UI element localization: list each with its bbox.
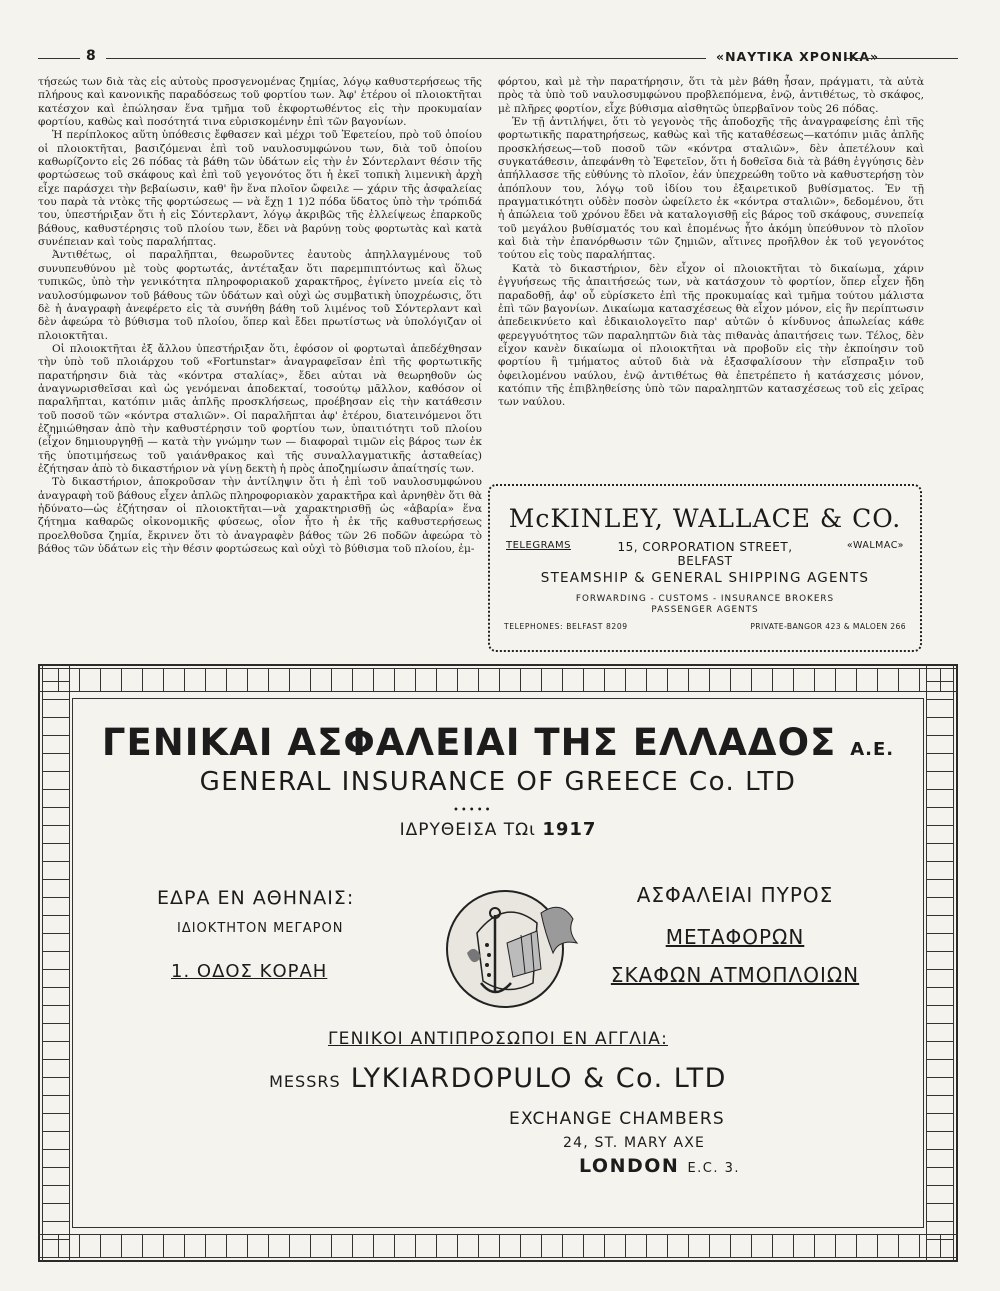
company-name: McKINLEY, WALLACE & CO. <box>508 504 902 533</box>
founded-line <box>73 819 923 840</box>
company-title-english: GENERAL INSURANCE OF GREECE Co. LTD <box>199 767 797 797</box>
agent-city <box>579 1155 740 1177</box>
ornament-dots: ••••• <box>453 805 493 816</box>
paragraph: τήσεώς των διὰ τὰς εἰς αὐτοὺς προσγενομένας ζημίας, λόγῳ καθυστερήσεως τῆς πλήρους καὶ κανονικῆς παραδόσεως τοῦ φορτίου των. Ἀφ' ἑτέρου οἱ πλοιοκτῆται κατέσχον καὶ ἐπώλησαν ἕνα τμῆμα τοῦ ἐκφορτωθέντος εἰς τὴν προκυμαίαν φορτίου, καθὼς καὶ ποσότητά τινα εὑρισκομένην ἐπὶ τῶν βαγονίων. <box>38 76 482 129</box>
paragraph: Ἐν τῇ ἀντιλήψει, ὅτι τὸ γεγονὸς τῆς ἀποδοχῆς τῆς ἀναγραφείσης ἐπὶ τῆς φορτωτικῆς παρατηρήσεως, καθὼς καὶ τῆς καταθέσεως—κατόπιν μιᾶς ἁπλῆς προσκλήσεως—τοῦ ποσοῦ τῶν «κόντρα σταλιῶν», δὲν ἀπετέλουν καὶ συγκατάθεσιν, ἀπεφάνθη τὸ Ἐφετεῖον, ὅτι ἡ δοθεῖσα διὰ τὰ βάθη ἐγγύησις δὲν ἀπήλλασσε τῆς εὐθύνης τὸ πλοῖον, ἐάν ὑπεχρεώθη τοῦτο νὰ καθυστερήσῃ τὸν ἀπόπλουν του, λόγῳ τοῦ ἰδίου του ἐξαιρετικοῦ βυθίσματος. Ἐν τῇ πραγματικότητι οὐδὲν ποσὸν ὠφείλετο ἐκ «κόντρα σταλιῶν», δεδομένου, ὅτι ἡ ἀπώλεια τοῦ χρόνου ἔδει νὰ καταλογισθῇ εἰς βάρος τοῦ σκάφους, συνεπείᾳ τοῦ μεγάλου βυθίσματός του καὶ ἑπομένως ἦτο ἀκόμη ὑπεύθυνον τὸ πλοῖον καὶ διὰ τὴν ἐπανόρθωσιν τῶν ζημιῶν, αἵτινες προῆλθον ἐκ τοῦ γεγονότος τούτου εἰς τοὺς παραλήπτας. <box>498 116 924 262</box>
paragraph: Ἡ περίπλοκος αὕτη ὑπόθεσις ἔφθασεν καὶ μέχρι τοῦ Ἐφετείου, πρὸ τοῦ ὁποίου οἱ πλοιοκτῆται, βασιζόμεναι ἐπὶ τοῦ ναυλοσυμφώνου των, διὰ τοῦ ὁποίου καθωρίζοντο εἰς 26 πόδας τὰ βάθη τῶν ὑδάτων εἰς τὴν ἐν Σόντερλαντ θέσιν τῆς φορτώσεως τοῦ σκάφους καὶ ἐπὶ τοῦ γεγονότος ὅτι ἡ ἐκεῖ τοπικὴ λιμενικὴ ἀρχὴ εἶχε παράσχει τὴν βεβαίωσιν, καθ' ἣν ἕνα πλοῖον ὤφειλε — χάριν τῆς ἀσφαλείας του παρὰ τὰ ντὸκς τῆς φορτώσεως — νὰ ἔχῃ 1 1)2 πόδα ὕδατος ὑπὸ τὴν τρόπιδά του, ὑπεστήριξαν ὅτι ἡ εἰς Σόντερλαντ, λόγῳ ἀκριβῶς τῆς ἐλλείψεως ἐπαρκοῦς βάθους, καθυστέρησις τοῦ πλοίου των, ἔδει νὰ βαρύνῃ τοὺς φορτωτὰς καὶ κατὰ συνέπειαν καὶ τοὺς παραλήπτας. <box>38 129 482 249</box>
title-greek: ΓΕΝΙΚΑΙ ΑΣΦΑΛΕΙΑΙ ΤΗΣ ΕΛΛΑΔΟΣ <box>101 721 837 764</box>
paragraph: Τὸ δικαστήριον, ἀποκροῦσαν τὴν ἀντίληψιν ὅτι ἡ ἐπὶ τοῦ ναυλοσυμφώνου ἀναγραφὴ τοῦ βάθους εἶχεν ἁπλῶς πληροφοριακὸν χαρακτῆρα καὶ ἀρνηθὲν ὅτι θὰ ἠδύνατο—ὡς ἐζήτησαν οἱ πλοιοκτῆται—νὰ χαρακτηρισθῇ ὡς «ἀβαρία» ἕνα ζήτημα καθαρῶς οἰκονομικῆς φύσεως, οἷον ἦτο ἡ ἐκ τῆς καθυστερήσεως προελθοῦσα ζημία, ἔκρινεν ὅτι τὸ ἀναγραφὲν βάθος τῶν 26 ποδῶν ἀφεώρα τὸ βάθος τῶν ὑδάτων εἰς τὴν θέσιν φορτώσεως καὶ οὐχὶ τὸ βύθισμα τοῦ πλοίου, ἐμ- <box>38 476 482 556</box>
company-address: 15, CORPORATION STREET, BELFAST <box>617 540 793 568</box>
article-left-column <box>38 76 482 556</box>
header-rule <box>106 58 706 59</box>
header-rule <box>38 58 80 59</box>
founded-year: 1917 <box>542 819 597 840</box>
paragraph: Ἀντιθέτως, οἱ παραλῆπται, θεωροῦντες ἑαυτοὺς ἀπηλλαγμένους τοῦ συνυπευθύνου μὲ τοὺς φορτωτάς, ἀντέταξαν ὅτι παρεμπιπτόντως καὶ ὅλως τυπικῶς, ὑπὸ τὴν γενικότητα πληροφοριακοῦ χαρακτῆρος, ἐγίνετο μνεία εἰς τὸ ναυλοσύμφωνον τοῦ βάθους τῶν ὑδάτων καὶ οὐχὶ ὡς συμβατικὴ ὑποχρέωσις, ὅτι δὲ ἡ ἀναγραφὴ ἀνεφέρετο εἰς τὰ συνήθη βάθη τοῦ λιμένος τοῦ Σόντερλαντ καὶ δὲν ἀφεώρα τὸ βύθισμα τοῦ πλοίου, ὅπερ καὶ ἔδει πρωτίστως νὰ ὑπολόγιζαν οἱ πλοιοκτῆται. <box>38 249 482 342</box>
business-line: STEAMSHIP & GENERAL SHIPPING AGENTS <box>540 570 870 586</box>
seat-address: 1. ΟΔΟΣ ΚΟΡΑΗ <box>171 961 328 982</box>
own-building: ΙΔΙΟΚΤΗΤΟΝ ΜΕΓΑΡΟΝ <box>177 921 344 936</box>
article-right-column <box>498 76 924 410</box>
private-phones: PRIVATE-BANGOR 423 & MALOEN 266 <box>750 622 906 631</box>
border-rail-left <box>42 664 70 1262</box>
telephones: TELEPHONES: BELFAST 8209 <box>504 622 628 631</box>
border-band-bottom <box>38 1234 958 1258</box>
border-rail-right <box>926 664 954 1262</box>
company-emblem-icon <box>437 873 585 1021</box>
insurance-fire: ΑΣΦΑΛΕΙΑΙ ΠΥΡΟΣ <box>636 883 834 907</box>
agent-building: EXCHANGE CHAMBERS <box>509 1109 725 1129</box>
paragraph: φόρτου, καὶ μὲ τὴν παρατήρησιν, ὅτι τὰ μὲν βάθη ἦσαν, πράγματι, τὰ αὐτὰ πρὸς τὰ ὑπὸ τοῦ ναυλοσυμφώνου προβλεπόμενα, ἐνῷ, ἀντιθέτως, τὸ σκάφος, μὲ πλῆρες φορτίον, εἶχε βύθισμα αἰσθητῶς ὑπερβαῖνον τοὺς 26 πόδας. <box>498 76 924 115</box>
postcode: E.C. 3. <box>687 1161 741 1176</box>
insurance-advertisement <box>38 664 958 1262</box>
seat-heading: ΕΔΡΑ ΕΝ ΑΘΗΝΑΙΣ: <box>157 887 355 909</box>
messrs-label: MESSRS <box>269 1072 341 1091</box>
running-header <box>38 48 958 68</box>
insurance-transport: ΜΕΤΑΦΟΡΩΝ <box>665 925 805 949</box>
agent-name: LYKIARDOPULO & Co. LTD <box>350 1063 727 1094</box>
ad-panel <box>72 698 924 1228</box>
agent-line <box>73 1063 923 1094</box>
insurance-hulls: ΣΚΑΦΩΝ ΑΤΜΟΠΛΟΙΩΝ <box>610 963 860 987</box>
border-band-top <box>38 668 958 692</box>
page-number: 8 <box>86 48 96 64</box>
paragraph: Οἱ πλοιοκτῆται ἐξ ἄλλου ὑπεστήριξαν ὅτι, ἐφόσον οἱ φορτωταὶ ἀπεδέχθησαν τὴν ὑπὸ τοῦ πλοιάρχου τοῦ «Fortunstar» ἀναγραφεῖσαν ἐπὶ τῆς φορτωτικῆς παρατήρησιν διὰ τὰς «κόντρα σταλίας», ἔδει αὐται νὰ θεωρηθοῦν ὡς ἀναγνωρισθεῖσαι καὶ ὡς γενόμεναι ἀποδεκταί, τοσούτῳ μᾶλλον, καθόσον οἱ παραλῆπται, κατόπιν μιᾶς ἁπλῆς προσκλήσεως, προέβησαν εἰς τὴν κατάθεσιν τοῦ ποσοῦ τῶν «κόντρα σταλιῶν». Οἱ παραλῆπται ἀφ' ἑτέρου, διατεινόμενοι ὅτι ἐζημιώθησαν ἀπὸ τὴν καθυστέρησιν τοῦ φορτίου των, ὑπαιτιότητι τοῦ πλοίου (εἶχον δημιουργηθῇ — κατὰ τὴν γνώμην των — διαφοραὶ τιμῶν εἰς βάρος των ἐκ τῆς ὑποτιμήσεως τοῦ γαιάνθρακος καὶ τῆς συναλλαγματικῆς ἀσταθείας) ἐζήτησαν ἀπὸ τὸ δικαστήριον νὰ γίνῃ δεκτὴ ἡ πρὸς ἀποζημίωσιν ἀπαίτησίς των. <box>38 342 482 475</box>
telegrams-label: TELEGRAMS <box>506 540 571 551</box>
paragraph: Κατὰ τὸ δικαστήριον, δὲν εἶχον οἱ πλοιοκτῆται τὸ δικαίωμα, χάριν ἐγγυήσεως τῆς ἀπαιτήσεώς των, νὰ κατάσχουν τὸ φορτίον, ὅπερ εἶχεν ἤδη παραδοθῇ, ἀφ' οὗ εὑρίσκετο ἐπὶ τῆς προκυμαίας καὶ τμῆμα τούτου μάλιστα ἐπὶ τῶν βαγονίων. Δικαίωμα κατασχέσεως θὰ εἶχον μόνον, εἰς ἣν περίπτωσιν ἀπεδεικνύετο καὶ ἐδικαιολογεῖτο παρ' αὐτῶν ὁ κίνδυνος ἀπωλείας κάθε φερεγγυότητος τῶν παραληπτῶν διὰ τὰς πιθανὰς ἀπαιτήσεις των. Τέλος, δὲν εἶχον κανὲν δικαίωμα οἱ πλοιοκτῆται νὰ προβοῦν εἰς τὴν ἐκποίησιν τοῦ φορτίου ἢ τμήματος αὐτοῦ διὰ νὰ ἐξασφαλίσουν τὴν εἴσπραξιν τοῦ ὀφειλομένου ναύλου, ἐνῷ ἀντιθέτως θὰ ἐπετρέπετο ἡ κατάσχεσις μόνον, κατόπιν τῆς ἐπιβληθείσης ὑπὸ τῶν παραληπτῶν κατασχέσεως τοῦ εἰς χεῖρας των ναύλου. <box>498 262 924 409</box>
telegraphic-address: «WALMAC» <box>846 540 904 551</box>
journal-title: «ΝΑΥΤΙΚΑ ΧΡΟΝΙΚΑ» <box>716 49 880 64</box>
company-title-greek <box>73 721 923 764</box>
header-rule <box>846 58 958 59</box>
agents-heading: ΓΕΝΙΚΟΙ ΑΝΤΙΠΡΟΣΩΠΟΙ ΕΝ ΑΓΓΛΙΑ: <box>328 1029 668 1049</box>
services-line: FORWARDING - CUSTOMS - INSURANCE BROKERS <box>575 594 835 604</box>
title-greek-suffix: Α.Ε. <box>850 739 895 760</box>
services <box>490 594 920 616</box>
founded-label: ΙΔΡΥΘΕΙΣΑ ΤΩι <box>399 820 536 840</box>
agent-street: 24, ST. MARY AXE <box>563 1135 706 1151</box>
services-line: PASSENGER AGENTS <box>651 605 759 615</box>
city-name: LONDON <box>579 1155 680 1177</box>
mckinley-advertisement <box>488 484 922 652</box>
